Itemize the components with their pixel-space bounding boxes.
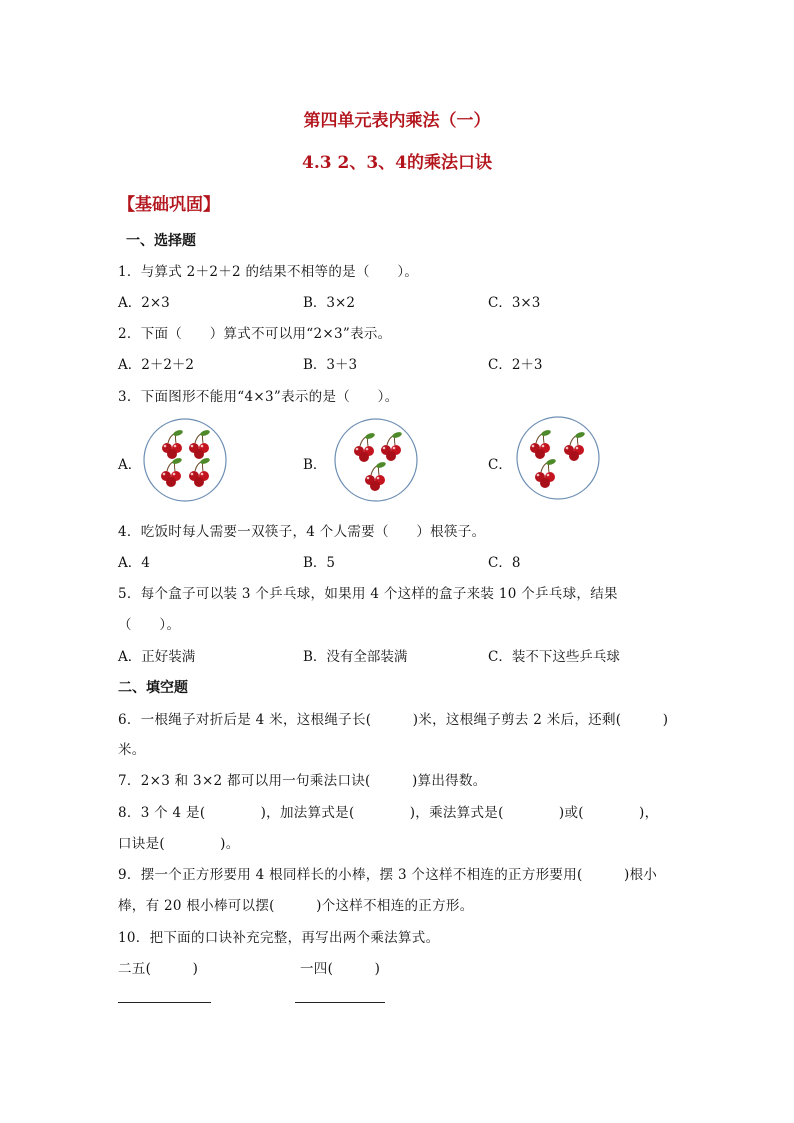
q2-option-a: A．2＋2＋2	[118, 357, 195, 373]
q1-option-b: B．3×2	[303, 295, 355, 311]
q3-option-c: C．	[488, 457, 512, 473]
question-2: 2．下面（ ）算式不可以用“2×3”表示。	[118, 326, 392, 342]
question-10: 10．把下面的口诀补充完整，再写出两个乘法算式。	[118, 930, 440, 946]
q4-option-a: A．4	[118, 555, 150, 571]
answer-line-right[interactable]	[295, 1002, 385, 1003]
q3-option-b: B．	[303, 457, 327, 473]
section-heading: 【基础巩固】	[118, 195, 220, 215]
cherry-picture-b	[333, 417, 419, 503]
question-9-line1: 9．摆一个正方形要用 4 根同样长的小棒，摆 3 个这样不相连的正方形要用( )根小	[118, 867, 658, 883]
q2-option-b: B．3＋3	[303, 357, 358, 373]
cherry-picture-a	[142, 417, 228, 503]
question-1: 1．与算式 2＋2＋2 的结果不相等的是（ ）。	[118, 264, 419, 280]
picture-circle	[144, 419, 226, 501]
q5-option-b: B．没有全部装满	[303, 649, 408, 665]
cherry-picture-c	[515, 415, 601, 501]
question-4: 4．吃饭时每人需要一双筷子，4 个人需要（ ）根筷子。	[118, 524, 486, 540]
question-7: 7．2×3 和 3×2 都可以用一句乘法口诀( )算出得数。	[118, 773, 487, 789]
question-9-line2: 棒，有 20 根小棒可以摆( )个这样不相连的正方形。	[118, 898, 474, 914]
q5-option-c: C．装不下这些乒乓球	[488, 649, 620, 665]
answer-line-left[interactable]	[118, 1002, 211, 1003]
part2-heading: 二、填空题	[118, 680, 188, 696]
q1-option-a: A．2×3	[118, 295, 170, 311]
q4-option-c: C．8	[488, 555, 521, 571]
question-5-line2: （ ）。	[118, 617, 181, 633]
q2-option-c: C．2＋3	[488, 357, 543, 373]
part1-heading: 一、选择题	[126, 233, 196, 249]
question-8-line2: 口诀是( )。	[118, 836, 240, 852]
page-title: 第四单元表内乘法（一）	[303, 111, 491, 131]
question-6-line2: 米。	[118, 742, 146, 758]
q4-option-b: B．5	[303, 555, 336, 571]
q1-option-c: C．3×3	[488, 295, 541, 311]
q3-option-a: A．	[118, 457, 142, 473]
q10-blank-right: 一四( )	[300, 961, 381, 977]
question-8-line1: 8．3 个 4 是( )，加法算式是( )，乘法算式是( )或( )，	[118, 805, 659, 821]
q10-blank-left: 二五( )	[118, 961, 199, 977]
question-3: 3．下面图形不能用“4×3”表示的是（ ）。	[118, 389, 399, 405]
q5-option-a: A．正好装满	[118, 649, 196, 665]
page-subtitle: 4.3 2、3、4的乘法口诀	[302, 153, 492, 173]
question-5-line1: 5．每个盒子可以装 3 个乒乓球，如果用 4 个这样的盒子来装 10 个乒乓球，结果	[118, 586, 618, 602]
question-6-line1: 6．一根绳子对折后是 4 米，这根绳子长( )米，这根绳子剪去 2 米后，还剩( )	[118, 712, 669, 728]
picture-circle	[517, 417, 599, 499]
